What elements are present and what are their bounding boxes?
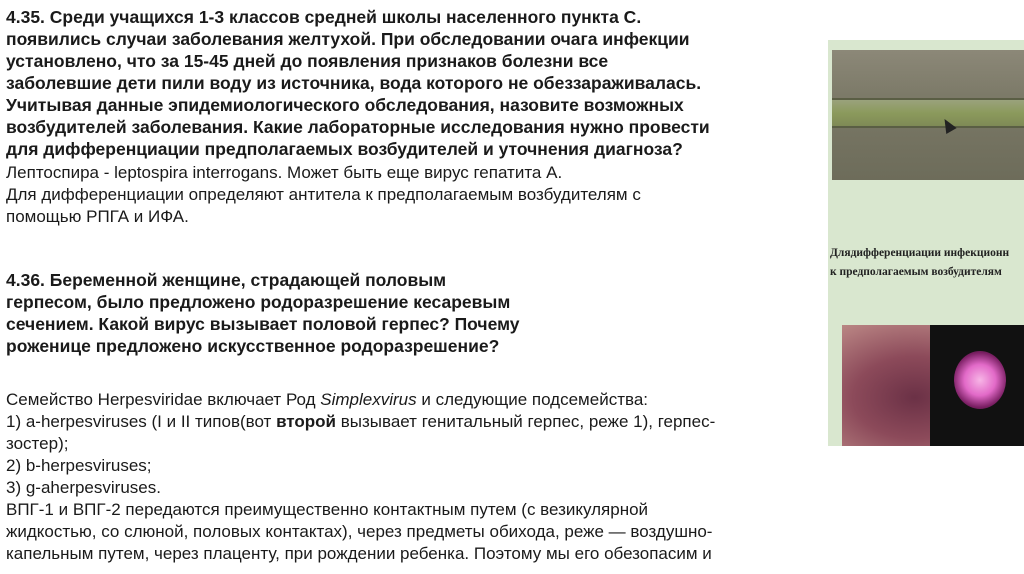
well-strip [832,98,1024,128]
question-line: сечением. Какой вирус вызывает половой герпес? Почему [6,314,520,334]
answer-4-36 [6,389,818,565]
question-line: 4.36. Беременной женщине, страдающей половым [6,270,447,290]
fluorescence-microscopy-photo [930,325,1024,446]
answer-line: жидкостью, со слюной, половых контактах), через предметы обихода, реже — воздушно- [6,522,713,541]
answer-line [6,389,818,411]
image-caption [830,244,1024,282]
question-line: герпесом, было предложено родоразрешение кесаревым [6,292,511,312]
answer-line: 3) g-aherpesviruses. [6,478,161,497]
answer-line: зостер); [6,434,69,453]
answer-line: ВПГ-1 и ВПГ-2 передаются преимущественно контактным путем (с везикулярной [6,500,649,519]
question-line: для дифференциации предполагаемых возбудителей и уточнения диагноза? [6,139,683,159]
question-4-36 [6,269,581,357]
genus-name: Simplexvirus [320,390,417,409]
answer-line: капельным путем, через плаценту, при рождении ребенка. Поэтому мы его обезопасим и [6,544,712,563]
question-line: заболевшие дети пили воду из источника, вода которого не обеззараживалась. [6,73,702,93]
question-line: роженице предложено искусственное родоразрешение? [6,336,500,356]
fluorescent-cell [954,351,1006,409]
agglutination-plate-photo [832,50,1024,180]
question-line: 4.35. Среди учащихся 1-3 классов средней школы населенного пункта С. [6,7,642,27]
caption-line: Длядифференциации инфекционн [830,247,1010,259]
question-line: установлено, что за 15-45 дней до появления признаков болезни все [6,51,609,71]
question-line: появились случаи заболевания желтухой. При обследовании очага инфекции [6,29,690,49]
question-line: возбудителей заболевания. Какие лабораторные исследования нужно провести [6,117,710,137]
emphasis-text: второй [276,412,337,431]
answer-line: 2) b-herpesviruses; [6,456,152,475]
answer-line: Для дифференциации определяют антитела к предполагаемым возбудителям с [6,185,641,204]
question-line: Учитывая данные эпидемиологического обследования, назовите возможных [6,95,684,115]
answer-line [6,411,818,433]
illustration-panel [828,40,1024,446]
answer-line: помощью РПГА и ИФА. [6,207,189,226]
answer-text: и следующие подсемейства: [416,390,649,409]
caption-line: к предполагаемым возбудителям [830,266,1002,278]
question-4-35 [6,6,806,160]
answer-4-35 [6,162,806,228]
herpes-lesion-photo [842,325,1024,446]
answer-line: Лептоспира - leptospira interrogans. Может быть еще вирус гепатита А. [6,163,563,182]
answer-text: Семейство Herpesviridae включает Род [6,390,321,409]
answer-text: вызывает генитальный герпес, реже 1), герпес- [336,412,716,431]
answer-text: 1) a-herpesviruses (I и II типов(вот [6,412,277,431]
